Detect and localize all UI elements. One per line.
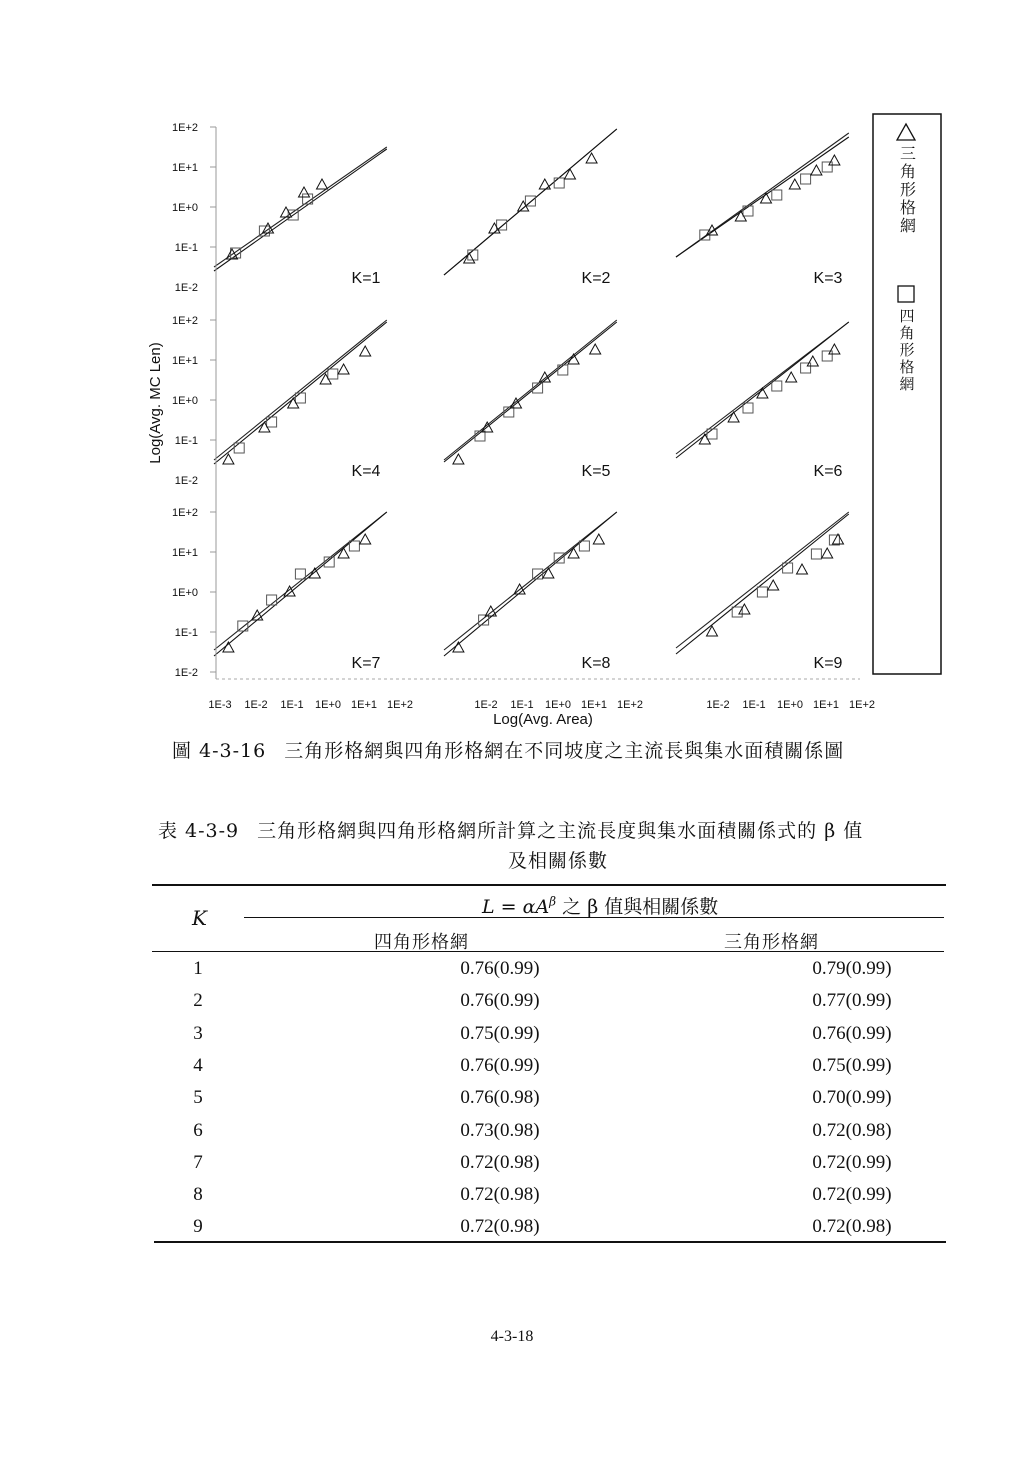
legend-square-icon	[898, 286, 914, 302]
fit-line-triangle	[676, 514, 849, 654]
panel-label: K=9	[813, 655, 843, 672]
row-k: 3	[193, 1022, 203, 1044]
panel-label: K=3	[813, 270, 843, 287]
x-tick-label: 1E-3	[208, 699, 232, 711]
y-tick-label: 1E-1	[174, 627, 198, 639]
table-top-rule	[152, 884, 946, 886]
triangle-point	[281, 207, 292, 217]
fit-line-triangle	[444, 322, 617, 462]
y-tick-label: 1E+0	[172, 587, 198, 599]
panel-label: K=5	[581, 463, 611, 480]
row-triangle-value: 0.72(0.99)	[812, 1184, 892, 1206]
square-point	[801, 174, 811, 184]
panel-label: K=1	[351, 270, 381, 287]
x-tick-label: 1E+0	[315, 699, 341, 711]
panel-k-4	[214, 320, 387, 480]
x-tick-label: 1E-2	[706, 699, 730, 711]
panel-label: K=4	[351, 463, 381, 480]
row-square-value: 0.76(0.98)	[460, 1087, 540, 1109]
row-triangle-value: 0.70(0.99)	[812, 1087, 892, 1109]
equation-lhs: L = αA	[482, 896, 550, 918]
row-triangle-value: 0.72(0.99)	[812, 1151, 892, 1173]
y-tick-label: 1E-2	[174, 667, 198, 679]
x-tick-label: 1E+2	[617, 699, 643, 711]
y-tick-label: 1E+2	[172, 122, 198, 134]
panel-k-2	[444, 129, 617, 287]
y-tick-label: 1E+0	[172, 395, 198, 407]
legend	[873, 114, 941, 674]
fit-line-square	[444, 320, 617, 460]
row-k: 4	[193, 1054, 203, 1076]
y-tick-label: 1E+2	[172, 315, 198, 327]
row-square-value: 0.72(0.98)	[460, 1184, 540, 1206]
y-tick-label: 1E-1	[174, 435, 198, 447]
triangle-point	[586, 153, 597, 163]
y-tick-label: 1E+1	[172, 355, 198, 367]
triangle-point	[317, 179, 328, 189]
table-row	[152, 1216, 946, 1248]
row-k: 2	[193, 990, 203, 1012]
table-row	[152, 1120, 946, 1152]
triangle-point	[739, 604, 750, 614]
table-caption-number: 表 4-3-9	[158, 820, 240, 842]
table-header-equation	[482, 892, 718, 919]
row-triangle-value: 0.77(0.99)	[812, 990, 892, 1012]
square-point	[822, 351, 832, 361]
legend-triangle-label: 三角形格網	[897, 145, 915, 235]
square-point	[757, 587, 767, 597]
square-point	[468, 250, 478, 260]
square-point	[772, 190, 782, 200]
y-tick-label: 1E+1	[172, 162, 198, 174]
triangle-point	[590, 344, 601, 354]
table-row	[152, 1152, 946, 1184]
x-tick-label: 1E+1	[813, 699, 839, 711]
row-square-value: 0.72(0.98)	[460, 1151, 540, 1173]
row-triangle-value: 0.76(0.99)	[812, 1022, 892, 1044]
square-point	[295, 393, 305, 403]
triangle-point	[822, 548, 833, 558]
y-tick-label: 1E+0	[172, 202, 198, 214]
row-k: 5	[193, 1087, 203, 1109]
x-tick-label: 1E+0	[545, 699, 571, 711]
x-tick-label: 1E-2	[244, 699, 268, 711]
figure-caption-text: 三角形格網與四角形格網在不同坡度之主流長與集水面積關係圖	[284, 740, 845, 762]
row-square-value: 0.76(0.99)	[460, 1054, 540, 1076]
row-square-value: 0.76(0.99)	[460, 990, 540, 1012]
triangle-point	[539, 179, 550, 189]
fit-line-square	[214, 512, 387, 650]
table-header-k: K	[192, 906, 207, 930]
triangle-point	[593, 534, 604, 544]
page-number: 4-3-18	[490, 1328, 534, 1345]
table-row	[152, 990, 946, 1022]
triangle-point	[263, 223, 274, 233]
triangle-point	[299, 187, 310, 197]
square-point	[772, 381, 782, 391]
row-triangle-value: 0.79(0.99)	[812, 958, 892, 979]
triangle-point	[360, 346, 371, 356]
fit-line-square	[214, 320, 387, 460]
square-point	[295, 569, 305, 579]
panel-label: K=8	[581, 655, 611, 672]
triangle-point	[829, 344, 840, 354]
fit-line-triangle	[214, 512, 387, 656]
triangle-point	[284, 586, 295, 596]
legend-square-label: 四角形格網	[897, 308, 915, 393]
y-axis-label: Log(Avg. MC Len)	[147, 342, 164, 464]
row-square-value: 0.75(0.99)	[460, 1022, 540, 1044]
square-point	[801, 363, 811, 373]
panel-k-9	[676, 512, 849, 672]
row-k: 1	[193, 958, 203, 979]
triangle-point	[807, 356, 818, 366]
y-tick-label: 1E-2	[174, 475, 198, 487]
triangle-point	[338, 364, 349, 374]
square-point	[783, 563, 793, 573]
y-tick-label: 1E+1	[172, 547, 198, 559]
row-square-value: 0.73(0.98)	[460, 1119, 540, 1141]
x-tick-label: 1E-1	[280, 699, 304, 711]
x-tick-label: 1E+2	[387, 699, 413, 711]
x-tick-label: 1E+1	[351, 699, 377, 711]
panel-k-6	[676, 322, 849, 480]
panel-label: K=6	[813, 463, 843, 480]
legend-triangle-icon	[897, 124, 915, 140]
triangle-point	[453, 454, 464, 464]
row-square-value: 0.72(0.98)	[460, 1216, 540, 1238]
x-tick-label: 1E+1	[581, 699, 607, 711]
square-point	[732, 607, 742, 617]
equation-rhs: 之 β 值與相關係數	[556, 896, 719, 918]
row-triangle-value: 0.72(0.98)	[812, 1119, 892, 1141]
table-caption-line1: 三角形格網與四角形格網所計算之主流長度與集水面積關係式的 β 值	[257, 820, 864, 842]
table-row	[152, 958, 946, 990]
panel-k-7	[214, 512, 387, 672]
fit-line-triangle	[214, 149, 387, 271]
triangle-point	[464, 253, 475, 263]
row-k: 8	[193, 1184, 203, 1206]
triangle-point	[565, 169, 576, 179]
panel-label: K=2	[581, 270, 611, 287]
triangle-point	[829, 155, 840, 165]
table-header-triangle: 三角形格網	[724, 932, 819, 953]
fit-line-square	[444, 512, 617, 650]
row-triangle-value: 0.72(0.98)	[812, 1216, 892, 1238]
square-point	[707, 429, 717, 439]
triangle-point	[811, 165, 822, 175]
triangle-point	[768, 580, 779, 590]
table-row	[152, 1023, 946, 1055]
table-row	[152, 1055, 946, 1087]
square-point	[328, 369, 338, 379]
table-header-bottom-rule	[152, 951, 944, 952]
table-row	[152, 1184, 946, 1216]
panel-k-5	[444, 320, 617, 480]
panel-k-1	[214, 147, 387, 287]
x-axis-label: Log(Avg. Area)	[493, 711, 593, 728]
x-tick-label: 1E-1	[742, 699, 766, 711]
fit-line-triangle	[676, 137, 849, 257]
x-tick-label: 1E-1	[510, 699, 534, 711]
row-k: 6	[193, 1119, 203, 1141]
square-point	[822, 162, 832, 172]
panel-k-8	[444, 512, 617, 672]
panel-label: K=7	[351, 655, 381, 672]
triangle-point	[789, 179, 800, 189]
triangle-point	[797, 564, 808, 574]
panel-k-3	[676, 133, 849, 287]
triangle-point	[489, 223, 500, 233]
square-point	[234, 443, 244, 453]
table-row	[152, 1087, 946, 1119]
table-caption	[158, 816, 918, 876]
fit-line-square	[214, 147, 387, 267]
fit-line-triangle	[676, 322, 849, 458]
square-point	[811, 549, 821, 559]
fit-line-square	[676, 512, 849, 648]
row-k: 9	[193, 1216, 203, 1238]
row-k: 7	[193, 1151, 203, 1173]
row-triangle-value: 0.75(0.99)	[812, 1054, 892, 1076]
x-tick-label: 1E-2	[474, 699, 498, 711]
fit-line-triangle	[444, 512, 617, 656]
table-caption-line2: 及相關係數	[507, 850, 608, 872]
x-tick-label: 1E+2	[849, 699, 875, 711]
triangle-point	[360, 534, 371, 544]
y-tick-label: 1E-1	[174, 242, 198, 254]
figure-caption	[172, 736, 844, 763]
y-tick-label: 1E+2	[172, 507, 198, 519]
square-point	[497, 220, 507, 230]
y-tick-label: 1E-2	[174, 282, 198, 294]
square-point	[554, 178, 564, 188]
row-square-value: 0.76(0.99)	[460, 958, 540, 979]
figure-caption-number: 圖 4-3-16	[172, 740, 267, 762]
table-header-square: 四角形格網	[374, 932, 469, 953]
square-point	[267, 417, 277, 427]
equation-exponent: β	[549, 894, 557, 909]
x-tick-label: 1E+0	[777, 699, 803, 711]
fit-line-triangle	[444, 129, 617, 275]
triangle-point	[786, 372, 797, 382]
